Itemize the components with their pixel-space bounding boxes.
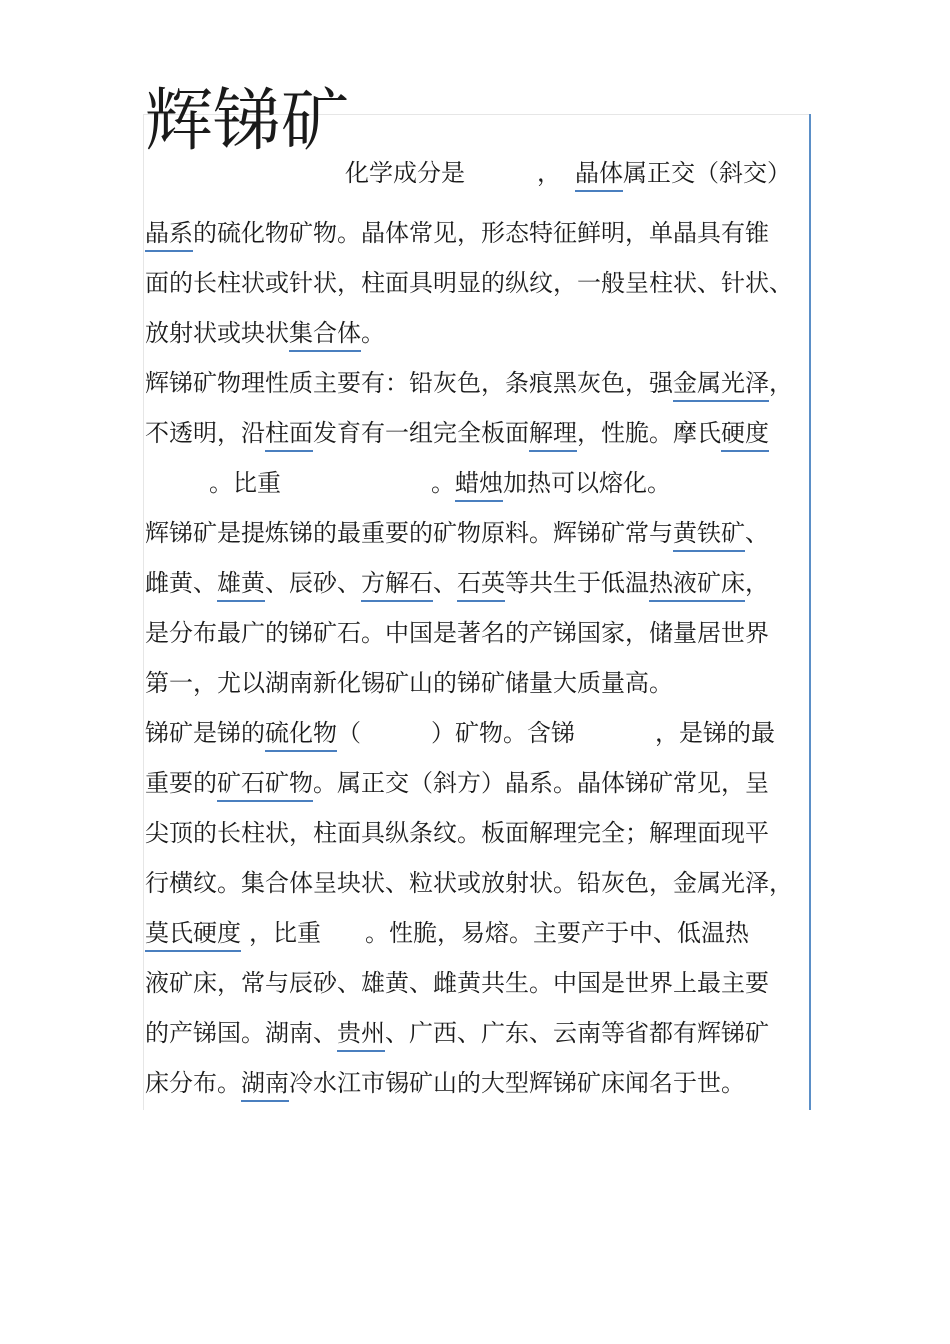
text: 放射状或块状	[145, 319, 289, 347]
text: （	[337, 719, 361, 747]
text: 加热可以熔化。	[503, 469, 671, 497]
link-calcite[interactable]: 方解石	[361, 569, 433, 602]
paragraph-line	[145, 318, 385, 368]
link-pyrite[interactable]: 黄铁矿	[673, 519, 745, 552]
link-sulfide[interactable]: 硫化物	[265, 719, 337, 752]
paragraph-line	[145, 968, 769, 1018]
link-candle[interactable]: 蜡烛	[455, 469, 503, 502]
paragraph-line	[145, 518, 769, 568]
paragraph-line	[145, 568, 769, 618]
text: ，是锑的最	[655, 719, 775, 747]
text: 重要的	[145, 769, 217, 797]
paragraph-line	[145, 218, 769, 268]
text: 属正交（斜交）	[623, 159, 791, 187]
link-mohs-hardness[interactable]: 莫氏硬度	[145, 919, 241, 952]
text: 等共生于低温	[505, 569, 649, 597]
paragraph-line	[145, 618, 769, 668]
text: 、	[433, 569, 457, 597]
text: 锑矿是锑的	[145, 719, 265, 747]
link-crystal[interactable]: 晶体	[575, 159, 623, 192]
text: 面的长柱状或针状，柱面具明显的纵纹，一般呈柱状、针状、	[145, 269, 793, 297]
text: 的硫化物矿物。晶体常见，形态特征鲜明，单晶具有锥	[193, 219, 769, 247]
paragraph-line	[145, 918, 749, 968]
text: 冷水江市锡矿山的大型辉锑矿床闻名于世。	[289, 1069, 745, 1097]
text: ）矿物。含锑	[431, 719, 575, 747]
paragraph-line	[145, 868, 793, 918]
text: 雌黄、	[145, 569, 217, 597]
text: 行横纹。集合体呈块状、粒状或放射状。铅灰色，金属光泽，	[145, 869, 793, 897]
text: ，	[537, 159, 561, 187]
text: ，	[769, 369, 793, 397]
text: 床分布。	[145, 1069, 241, 1097]
text: ，比重	[249, 919, 321, 947]
link-realgar[interactable]: 雄黄	[217, 569, 265, 602]
text: 、广西、广东、云南等省都有辉锑矿	[385, 1019, 769, 1047]
paragraph-line	[145, 268, 793, 318]
text: ，	[745, 569, 769, 597]
link-hydrothermal-deposit[interactable]: 热液矿床	[649, 569, 745, 602]
link-ore-mineral[interactable]: 矿石矿物	[217, 769, 313, 802]
paragraph-line	[145, 418, 769, 468]
text: 、辰砂、	[265, 569, 361, 597]
text: 、	[745, 519, 769, 547]
text: 第一，尤以湖南新化锡矿山的锑矿储量大质量高。	[145, 669, 673, 697]
text: 。属正交（斜方）晶系。晶体锑矿常见，呈	[313, 769, 769, 797]
document-title: 辉锑矿	[145, 82, 350, 161]
link-quartz[interactable]: 石英	[457, 569, 505, 602]
paragraph-line	[145, 1068, 745, 1118]
text: 化学成分是	[345, 159, 465, 187]
text: 辉锑矿物理性质主要有：铅灰色，条痕黑灰色，强	[145, 369, 673, 397]
link-metallic-luster[interactable]: 金属光泽	[673, 369, 769, 402]
text: 的产锑国。湖南、	[145, 1019, 337, 1047]
link-aggregate[interactable]: 集合体	[289, 319, 361, 352]
link-hunan[interactable]: 湖南	[241, 1069, 289, 1102]
text: 辉锑矿是提炼锑的最重要的矿物原料。辉锑矿常与	[145, 519, 673, 547]
link-cleavage[interactable]: 解理	[529, 419, 577, 452]
paragraph-line	[145, 768, 769, 818]
text: 。比重	[209, 469, 281, 497]
text: ，性脆。摩氏	[577, 419, 721, 447]
page-frame-right	[809, 114, 811, 1110]
paragraph-line	[345, 158, 791, 208]
link-prism-face[interactable]: 柱面	[265, 419, 313, 452]
link-crystal-system[interactable]: 晶系	[145, 219, 193, 252]
text: 尖顶的长柱状，柱面具纵条纹。板面解理完全；解理面现平	[145, 819, 769, 847]
paragraph-line	[145, 818, 769, 868]
text: 。	[431, 469, 455, 497]
paragraph-line	[145, 468, 671, 518]
paragraph-line	[145, 1018, 769, 1068]
page-frame-left	[143, 114, 144, 1110]
paragraph-line	[145, 368, 793, 418]
link-hardness[interactable]: 硬度	[721, 419, 769, 452]
text: 是分布最广的锑矿石。中国是著名的产锑国家，储量居世界	[145, 619, 769, 647]
text: 不透明，沿	[145, 419, 265, 447]
paragraph-line	[145, 668, 673, 718]
paragraph-line	[145, 718, 775, 768]
text: 液矿床，常与辰砂、雄黄、雌黄共生。中国是世界上最主要	[145, 969, 769, 997]
text: 。	[361, 319, 385, 347]
text: 发育有一组完全板面	[313, 419, 529, 447]
text: 。性脆，易熔。主要产于中、低温热	[365, 919, 749, 947]
link-guizhou[interactable]: 贵州	[337, 1019, 385, 1052]
